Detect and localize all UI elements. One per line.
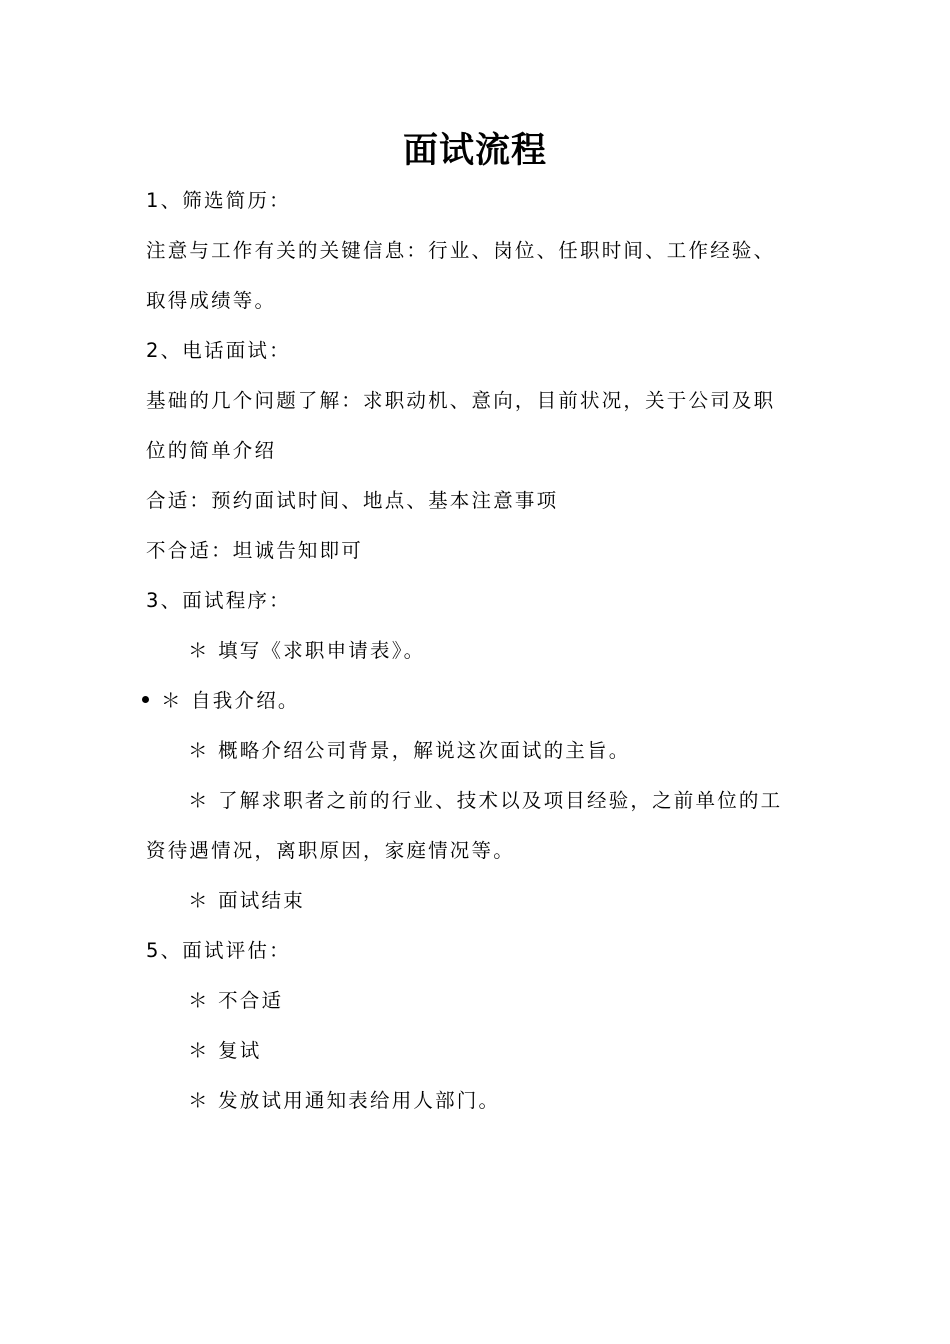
document-title: 面试流程 xyxy=(402,131,547,171)
list-item: ＊ 面试结束 xyxy=(188,889,305,912)
list-item: ＊ 发放试用通知表给用人部门。 xyxy=(188,1089,501,1112)
paragraph-line: 注意与工作有关的关键信息：行业、岗位、任职时间、工作经验、 xyxy=(146,239,776,262)
paragraph-line: 基础的几个问题了解：求职动机、意向，目前状况，关于公司及职 xyxy=(146,389,776,412)
section-heading-phone-interview: 2、电话面试： xyxy=(146,339,291,362)
list-item: ＊ 填写《求职申请表》。 xyxy=(188,639,426,662)
list-item: ＊ 复试 xyxy=(188,1039,262,1062)
paragraph-line: 资待遇情况，离职原因，家庭情况等。 xyxy=(146,839,515,862)
section-heading-resume-screening: 1、筛选简历： xyxy=(146,189,291,212)
list-item-bulleted xyxy=(142,676,812,726)
paragraph-line: 不合适：坦诚告知即可 xyxy=(146,539,364,562)
paragraph-line: 取得成绩等。 xyxy=(146,289,277,312)
section-heading-interview-procedure: 3、面试程序： xyxy=(146,589,291,612)
list-item: ＊ 了解求职者之前的行业、技术以及项目经验，之前单位的工 xyxy=(188,789,783,812)
section-heading-interview-evaluation: 5、面试评估： xyxy=(146,939,291,962)
paragraph-line: 位的简单介绍 xyxy=(146,439,277,462)
paragraph-line: 合适：预约面试时间、地点、基本注意事项 xyxy=(146,489,559,512)
document-body xyxy=(146,176,816,1126)
list-item: ＊ 不合适 xyxy=(188,989,284,1012)
list-item-text: ＊ 自我介绍。 xyxy=(161,689,300,712)
bullet-dot-icon xyxy=(142,696,149,703)
list-item: ＊ 概略介绍公司背景，解说这次面试的主旨。 xyxy=(188,739,631,762)
